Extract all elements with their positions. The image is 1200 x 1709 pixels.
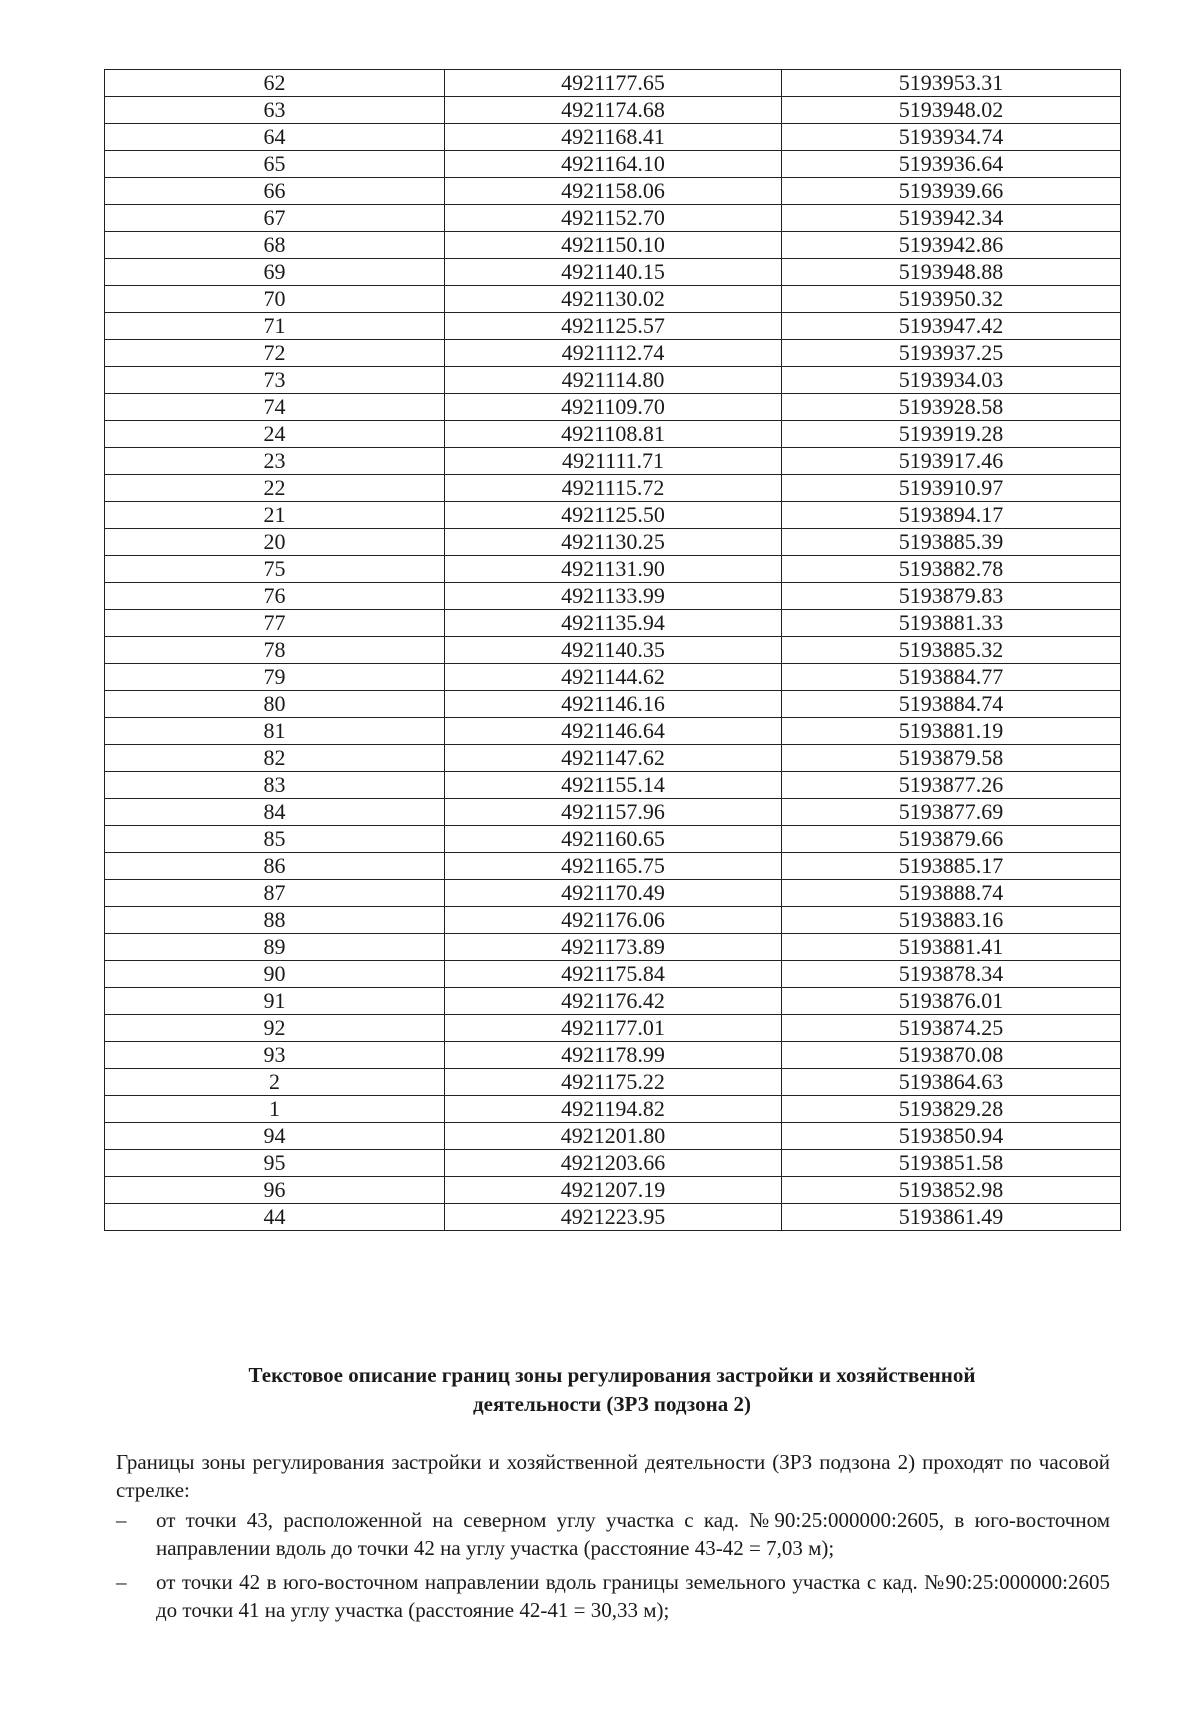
y-coordinate-cell: 5193953.31 <box>782 70 1121 97</box>
point-number-cell: 21 <box>105 502 445 529</box>
x-coordinate-cell: 4921175.22 <box>445 1069 782 1096</box>
x-coordinate-cell: 4921173.89 <box>445 934 782 961</box>
x-coordinate-cell: 4921130.02 <box>445 286 782 313</box>
point-number-cell: 95 <box>105 1150 445 1177</box>
table-row <box>105 988 1121 1015</box>
x-coordinate-cell: 4921176.06 <box>445 907 782 934</box>
y-coordinate-cell: 5193948.88 <box>782 259 1121 286</box>
point-number-cell: 86 <box>105 853 445 880</box>
point-number-cell: 22 <box>105 475 445 502</box>
x-coordinate-cell: 4921131.90 <box>445 556 782 583</box>
y-coordinate-cell: 5193884.77 <box>782 664 1121 691</box>
point-number-cell: 20 <box>105 529 445 556</box>
table-row <box>105 583 1121 610</box>
table-row <box>105 286 1121 313</box>
x-coordinate-cell: 4921176.42 <box>445 988 782 1015</box>
table-row <box>105 880 1121 907</box>
table-row <box>105 934 1121 961</box>
y-coordinate-cell: 5193876.01 <box>782 988 1121 1015</box>
y-coordinate-cell: 5193934.03 <box>782 367 1121 394</box>
x-coordinate-cell: 4921146.64 <box>445 718 782 745</box>
y-coordinate-cell: 5193881.19 <box>782 718 1121 745</box>
table-row <box>105 1096 1121 1123</box>
point-number-cell: 1 <box>105 1096 445 1123</box>
table-row <box>105 529 1121 556</box>
table-row <box>105 1123 1121 1150</box>
y-coordinate-cell: 5193942.86 <box>782 232 1121 259</box>
point-number-cell: 69 <box>105 259 445 286</box>
y-coordinate-cell: 5193936.64 <box>782 151 1121 178</box>
point-number-cell: 72 <box>105 340 445 367</box>
y-coordinate-cell: 5193885.17 <box>782 853 1121 880</box>
point-number-cell: 23 <box>105 448 445 475</box>
table-row <box>105 97 1121 124</box>
table-row <box>105 556 1121 583</box>
y-coordinate-cell: 5193870.08 <box>782 1042 1121 1069</box>
table-row <box>105 772 1121 799</box>
point-number-cell: 68 <box>105 232 445 259</box>
table-row <box>105 826 1121 853</box>
x-coordinate-cell: 4921133.99 <box>445 583 782 610</box>
y-coordinate-cell: 5193879.58 <box>782 745 1121 772</box>
y-coordinate-cell: 5193939.66 <box>782 178 1121 205</box>
table-row <box>105 151 1121 178</box>
table-row <box>105 745 1121 772</box>
point-number-cell: 44 <box>105 1204 445 1231</box>
y-coordinate-cell: 5193883.16 <box>782 907 1121 934</box>
y-coordinate-cell: 5193864.63 <box>782 1069 1121 1096</box>
x-coordinate-cell: 4921150.10 <box>445 232 782 259</box>
x-coordinate-cell: 4921160.65 <box>445 826 782 853</box>
section-title-line-2: деятельности (ЗРЗ подзона 2) <box>473 1392 751 1416</box>
x-coordinate-cell: 4921165.75 <box>445 853 782 880</box>
y-coordinate-cell: 5193850.94 <box>782 1123 1121 1150</box>
point-number-cell: 67 <box>105 205 445 232</box>
section-title-line-1: Текстовое описание границ зоны регулирования застройки и хозяйственной <box>248 1363 976 1387</box>
y-coordinate-cell: 5193888.74 <box>782 880 1121 907</box>
x-coordinate-cell: 4921111.71 <box>445 448 782 475</box>
x-coordinate-cell: 4921175.84 <box>445 961 782 988</box>
x-coordinate-cell: 4921177.65 <box>445 70 782 97</box>
boundary-description-list <box>116 1506 1110 1630</box>
table-row <box>105 799 1121 826</box>
y-coordinate-cell: 5193910.97 <box>782 475 1121 502</box>
x-coordinate-cell: 4921109.70 <box>445 394 782 421</box>
table-row <box>105 1015 1121 1042</box>
x-coordinate-cell: 4921115.72 <box>445 475 782 502</box>
point-number-cell: 87 <box>105 880 445 907</box>
y-coordinate-cell: 5193928.58 <box>782 394 1121 421</box>
x-coordinate-cell: 4921157.96 <box>445 799 782 826</box>
point-number-cell: 88 <box>105 907 445 934</box>
y-coordinate-cell: 5193882.78 <box>782 556 1121 583</box>
point-number-cell: 62 <box>105 70 445 97</box>
y-coordinate-cell: 5193879.66 <box>782 826 1121 853</box>
table-row <box>105 232 1121 259</box>
table-row <box>105 853 1121 880</box>
table-row <box>105 205 1121 232</box>
table-row <box>105 961 1121 988</box>
y-coordinate-cell: 5193937.25 <box>782 340 1121 367</box>
point-number-cell: 96 <box>105 1177 445 1204</box>
dash-marker: – <box>116 1570 127 1594</box>
x-coordinate-cell: 4921155.14 <box>445 772 782 799</box>
dash-marker: – <box>116 1508 127 1532</box>
table-row <box>105 448 1121 475</box>
point-number-cell: 71 <box>105 313 445 340</box>
point-number-cell: 83 <box>105 772 445 799</box>
point-number-cell: 66 <box>105 178 445 205</box>
section-title <box>104 1361 1120 1419</box>
x-coordinate-cell: 4921135.94 <box>445 610 782 637</box>
x-coordinate-cell: 4921108.81 <box>445 421 782 448</box>
point-number-cell: 77 <box>105 610 445 637</box>
point-number-cell: 76 <box>105 583 445 610</box>
table-row <box>105 178 1121 205</box>
y-coordinate-cell: 5193881.33 <box>782 610 1121 637</box>
table-row <box>105 691 1121 718</box>
y-coordinate-cell: 5193877.69 <box>782 799 1121 826</box>
y-coordinate-cell: 5193879.83 <box>782 583 1121 610</box>
point-number-cell: 64 <box>105 124 445 151</box>
table-row <box>105 718 1121 745</box>
x-coordinate-cell: 4921178.99 <box>445 1042 782 1069</box>
x-coordinate-cell: 4921125.57 <box>445 313 782 340</box>
table-row <box>105 313 1121 340</box>
x-coordinate-cell: 4921140.35 <box>445 637 782 664</box>
table-row <box>105 637 1121 664</box>
table-row <box>105 1042 1121 1069</box>
y-coordinate-cell: 5193885.39 <box>782 529 1121 556</box>
x-coordinate-cell: 4921201.80 <box>445 1123 782 1150</box>
table-row <box>105 70 1121 97</box>
y-coordinate-cell: 5193861.49 <box>782 1204 1121 1231</box>
point-number-cell: 2 <box>105 1069 445 1096</box>
x-coordinate-cell: 4921152.70 <box>445 205 782 232</box>
y-coordinate-cell: 5193948.02 <box>782 97 1121 124</box>
point-number-cell: 78 <box>105 637 445 664</box>
y-coordinate-cell: 5193852.98 <box>782 1177 1121 1204</box>
point-number-cell: 89 <box>105 934 445 961</box>
point-number-cell: 94 <box>105 1123 445 1150</box>
x-coordinate-cell: 4921158.06 <box>445 178 782 205</box>
list-item-text: от точки 42 в юго-восточном направлении вдоль границы земельного участка с кад. №90:25:000000:2605 до точки 41 на углу участка (расстояние 42-41 = 30,33 м); <box>156 1570 1110 1622</box>
x-coordinate-cell: 4921174.68 <box>445 97 782 124</box>
x-coordinate-cell: 4921125.50 <box>445 502 782 529</box>
x-coordinate-cell: 4921140.15 <box>445 259 782 286</box>
x-coordinate-cell: 4921223.95 <box>445 1204 782 1231</box>
point-number-cell: 65 <box>105 151 445 178</box>
point-number-cell: 90 <box>105 961 445 988</box>
table-row <box>105 907 1121 934</box>
y-coordinate-cell: 5193894.17 <box>782 502 1121 529</box>
table-row <box>105 1204 1121 1231</box>
table-row <box>105 1177 1121 1204</box>
table-row <box>105 1150 1121 1177</box>
x-coordinate-cell: 4921112.74 <box>445 340 782 367</box>
table-row <box>105 124 1121 151</box>
y-coordinate-cell: 5193829.28 <box>782 1096 1121 1123</box>
x-coordinate-cell: 4921114.80 <box>445 367 782 394</box>
list-item-text: от точки 43, расположенной на северном углу участка с кад. №90:25:000000:2605, в юго-восточном направлении вдоль до точки 42 на углу участка (расстояние 43-42 = 7,03 м); <box>156 1508 1110 1560</box>
y-coordinate-cell: 5193874.25 <box>782 1015 1121 1042</box>
point-number-cell: 82 <box>105 745 445 772</box>
table-row <box>105 475 1121 502</box>
point-number-cell: 75 <box>105 556 445 583</box>
x-coordinate-cell: 4921168.41 <box>445 124 782 151</box>
y-coordinate-cell: 5193885.32 <box>782 637 1121 664</box>
table-row <box>105 664 1121 691</box>
table-row <box>105 340 1121 367</box>
coordinates-table-body <box>105 70 1121 1231</box>
point-number-cell: 74 <box>105 394 445 421</box>
point-number-cell: 93 <box>105 1042 445 1069</box>
point-number-cell: 92 <box>105 1015 445 1042</box>
x-coordinate-cell: 4921207.19 <box>445 1177 782 1204</box>
x-coordinate-cell: 4921146.16 <box>445 691 782 718</box>
table-row <box>105 259 1121 286</box>
table-row <box>105 394 1121 421</box>
list-item <box>116 1506 1110 1562</box>
table-row <box>105 610 1121 637</box>
y-coordinate-cell: 5193919.28 <box>782 421 1121 448</box>
x-coordinate-cell: 4921144.62 <box>445 664 782 691</box>
x-coordinate-cell: 4921130.25 <box>445 529 782 556</box>
y-coordinate-cell: 5193942.34 <box>782 205 1121 232</box>
point-number-cell: 84 <box>105 799 445 826</box>
point-number-cell: 24 <box>105 421 445 448</box>
y-coordinate-cell: 5193950.32 <box>782 286 1121 313</box>
point-number-cell: 73 <box>105 367 445 394</box>
y-coordinate-cell: 5193877.26 <box>782 772 1121 799</box>
intro-paragraph: Границы зоны регулирования застройки и хозяйственной деятельности (ЗРЗ подзона 2) проходят по часовой стрелке: <box>116 1450 1110 1502</box>
y-coordinate-cell: 5193878.34 <box>782 961 1121 988</box>
table-row <box>105 1069 1121 1096</box>
x-coordinate-cell: 4921147.62 <box>445 745 782 772</box>
y-coordinate-cell: 5193851.58 <box>782 1150 1121 1177</box>
point-number-cell: 70 <box>105 286 445 313</box>
x-coordinate-cell: 4921177.01 <box>445 1015 782 1042</box>
point-number-cell: 80 <box>105 691 445 718</box>
y-coordinate-cell: 5193884.74 <box>782 691 1121 718</box>
x-coordinate-cell: 4921164.10 <box>445 151 782 178</box>
x-coordinate-cell: 4921194.82 <box>445 1096 782 1123</box>
coordinates-table <box>104 69 1121 1231</box>
list-item <box>116 1568 1110 1624</box>
point-number-cell: 79 <box>105 664 445 691</box>
point-number-cell: 85 <box>105 826 445 853</box>
y-coordinate-cell: 5193934.74 <box>782 124 1121 151</box>
y-coordinate-cell: 5193917.46 <box>782 448 1121 475</box>
x-coordinate-cell: 4921203.66 <box>445 1150 782 1177</box>
y-coordinate-cell: 5193881.41 <box>782 934 1121 961</box>
x-coordinate-cell: 4921170.49 <box>445 880 782 907</box>
point-number-cell: 91 <box>105 988 445 1015</box>
table-row <box>105 367 1121 394</box>
point-number-cell: 63 <box>105 97 445 124</box>
y-coordinate-cell: 5193947.42 <box>782 313 1121 340</box>
table-row <box>105 502 1121 529</box>
table-row <box>105 421 1121 448</box>
point-number-cell: 81 <box>105 718 445 745</box>
